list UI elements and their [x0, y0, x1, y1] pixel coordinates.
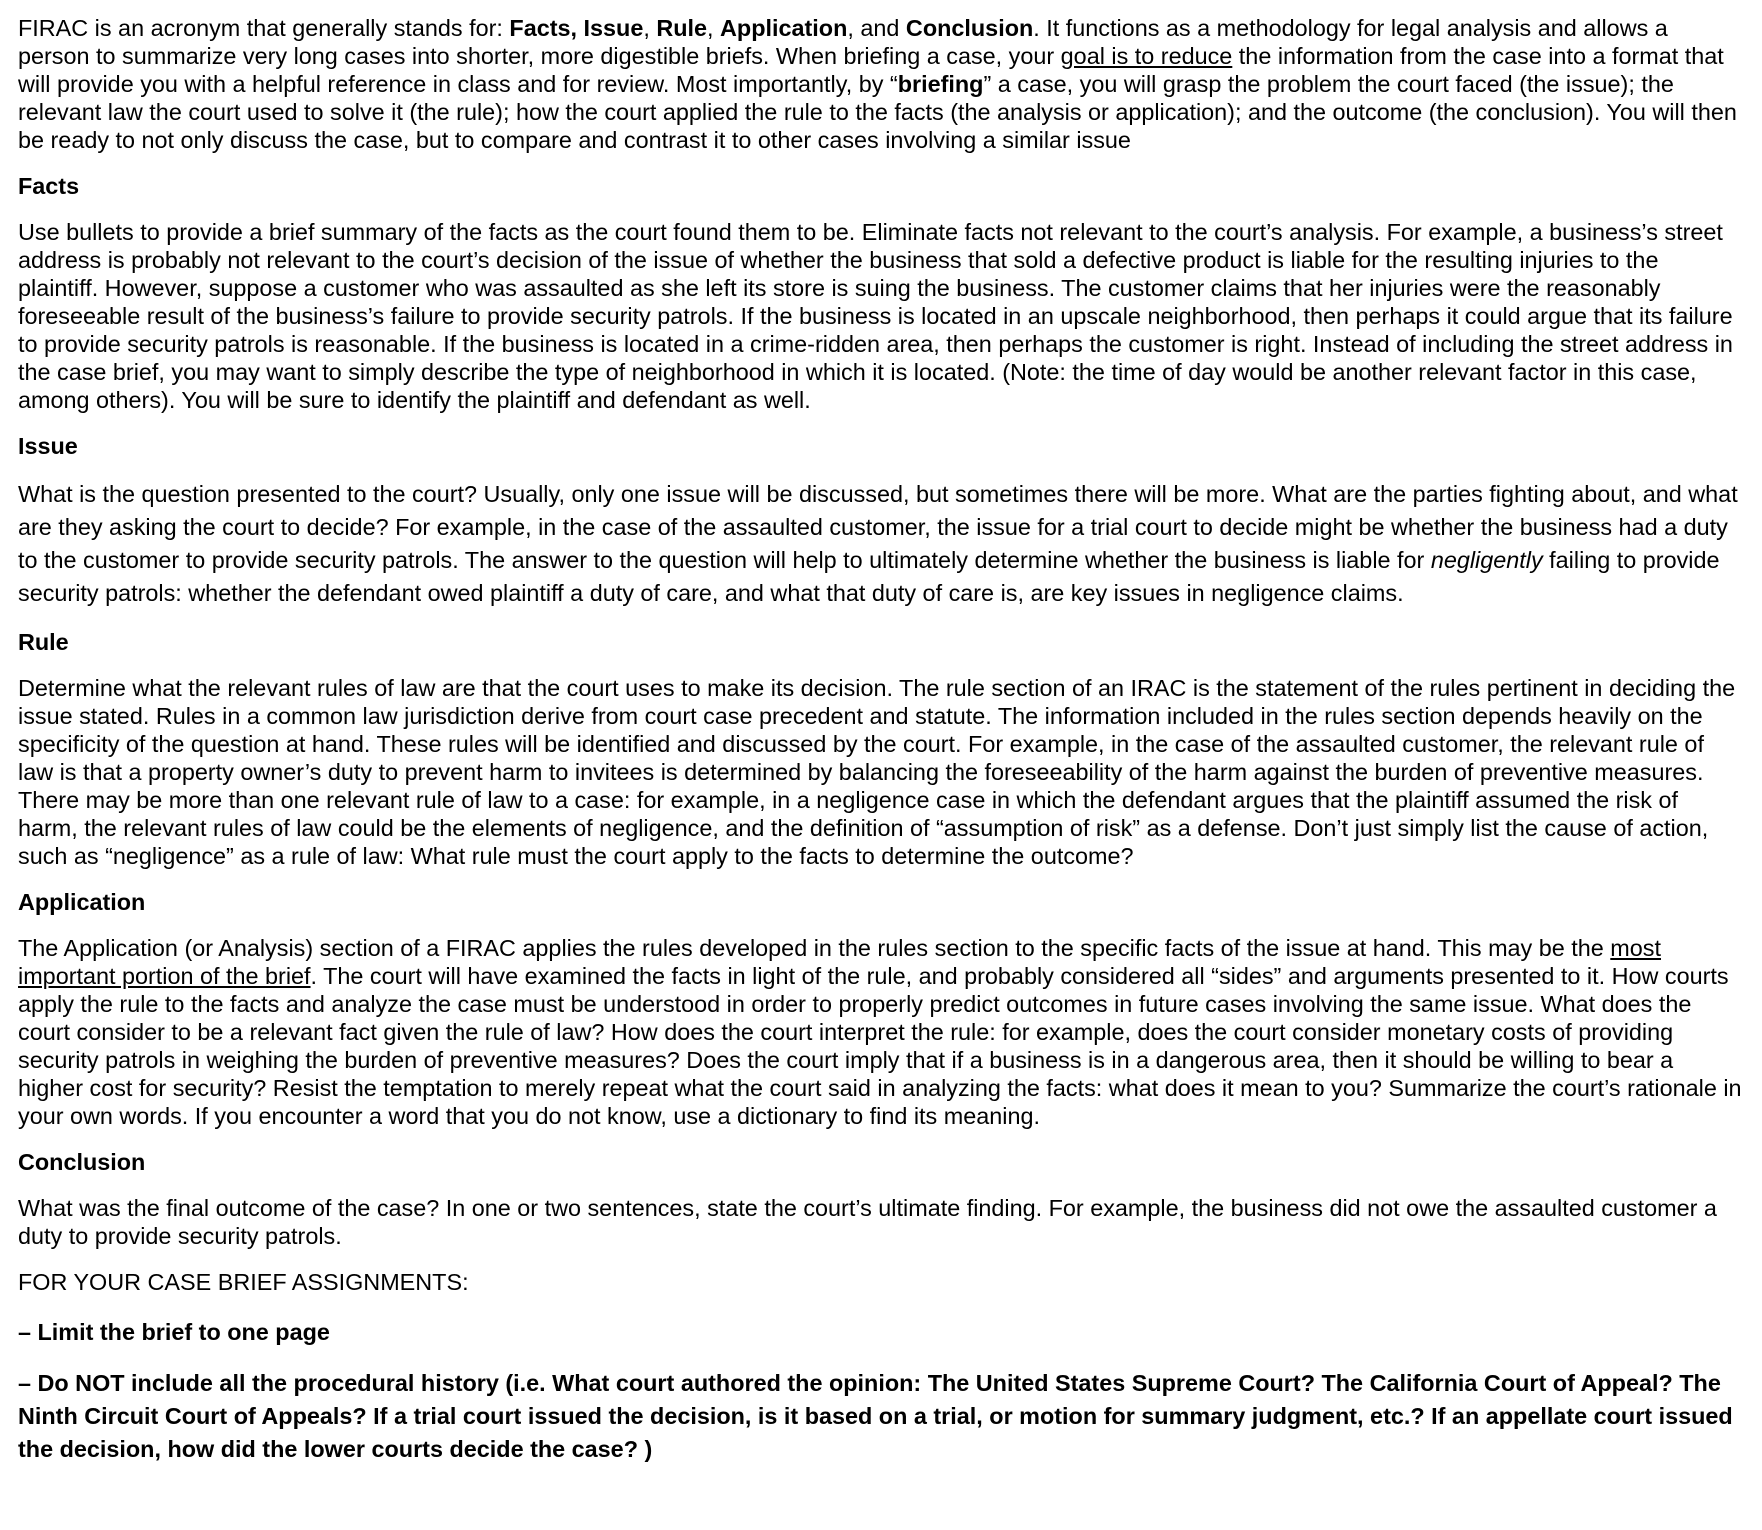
facts-heading: Facts [18, 173, 80, 199]
assignment-item-procedural-history: – Do NOT include all the procedural history (i.e. What court authored the opinion: The United States Supreme Court? The California Court of Appeal? The Ninth Circuit Court of Appeals? If a trial court issued the decision, is it based on a trial, or motion for summary judgment, etc.? If an appellate court issued the decision, how did the lower courts decide the case? ) [18, 1370, 1733, 1462]
assignment-item-limit: – Limit the brief to one page [18, 1319, 330, 1345]
application-underlined-most-important: most important portion of the brief [18, 935, 1661, 989]
issue-heading: Issue [18, 433, 78, 459]
issue-italic-negligently: negligently [1430, 547, 1543, 573]
facts-paragraph: Use bullets to provide a brief summary of the facts as the court found them to be. Eliminate facts not relevant to the court’s analysis. For example, a business’s street address is probably not relevant to the court’s decision of the issue of whether the business that sold a defective product is liable for the resulting injuries to the plaintiff. However, suppose a customer who was assaulted as she left its store is suing the business. The customer claims that her injuries were the reasonably foreseeable result of the business’s failure to provide security patrols. If the business is located in an upscale neighborhood, then perhaps it could argue that its failure to provide security patrols is reasonable. If the business is located in a crime-ridden area, then perhaps the customer is right. Instead of including the street address in the case brief, you may want to simply describe the type of neighborhood in which it is located. (Note: the time of day would be another relevant factor in this case, among others). You will be sure to identify the plaintiff and defendant as well. [18, 219, 1733, 413]
application-paragraph: The Application (or Analysis) section of a FIRAC applies the rules developed in the rules section to the specific facts of the issue at hand. This may be the most important portion of the brief. The court will have examined the facts in light of the rule, and probably considered all “sides” and arguments presented to it. How courts apply the rule to the facts and analyze the case must be understood in order to properly predict outcomes in future cases involving the same issue. What does the court consider to be a relevant fact given the rule of law? How does the court interpret the rule: for example, does the court consider monetary costs of providing security patrols in weighing the burden of preventive measures? Does the court imply that if a business is in a dangerous area, then it should be willing to bear a higher cost for security? Resist the temptation to merely repeat what the court said in analyzing the facts: what does it mean to you? Summarize the court’s rationale in your own words. If you encounter a word that you do not know, use a dictionary to find its meaning. [18, 935, 1742, 1129]
application-heading: Application [18, 889, 146, 915]
intro-bold-rule: Rule [656, 15, 708, 41]
intro-bold-briefing: briefing [897, 71, 984, 97]
intro-underlined-goal: goal is to reduce [1060, 43, 1233, 69]
intro-paragraph: FIRAC is an acronym that generally stands for: Facts, Issue, Rule, Application, and Conclusion. It functions as a methodology for legal analysis and allows a person to summarize very long cases into shorter, more digestible briefs. When briefing a case, your goal is to reduce the information from the case into a format that will provide you with a helpful reference in class and for review. Most importantly, by “briefing” a case, you will grasp the problem the court faced (the issue); the relevant law the court used to solve it (the rule); how the court applied the rule to the facts (the analysis or application); and the outcome (the conclusion). You will then be ready to not only discuss the case, but to compare and contrast it to other cases involving a similar issue [18, 15, 1737, 153]
intro-bold-application: Application [720, 15, 848, 41]
conclusion-paragraph: What was the final outcome of the case? In one or two sentences, state the court’s ultimate finding. For example, the business did not owe the assaulted customer a duty to provide security patrols. [18, 1195, 1717, 1249]
rule-heading: Rule [18, 629, 69, 655]
rule-paragraph: Determine what the relevant rules of law are that the court uses to make its decision. The rule section of an IRAC is the statement of the rules pertinent in deciding the issue stated. Rules in a common law jurisdiction derive from court case precedent and statute. The information included in the rules section depends heavily on the specificity of the question at hand. These rules will be identified and discussed by the court. For example, in the case of the assaulted customer, the relevant rule of law is that a property owner’s duty to prevent harm to invitees is determined by balancing the foreseeability of the harm against the burden of preventive measures. There may be more than one relevant rule of law to a case: for example, in a negligence case in which the defendant argues that the plaintiff assumed the risk of harm, the relevant rules of law could be the elements of negligence, and the definition of “assumption of risk” as a defense. Don’t just simply list the cause of action, such as “negligence” as a rule of law: What rule must the court apply to the facts to determine the outcome? [18, 675, 1736, 869]
issue-paragraph: What is the question presented to the court? Usually, only one issue will be discussed, but sometimes there will be more. What are the parties fighting about, and what are they asking the court to decide? For example, in the case of the assaulted customer, the issue for a trial court to decide might be whether the business had a duty to the customer to provide security patrols. The answer to the question will help to ultimately determine whether the business is liable for negligently failing to provide security patrols: whether the defendant owed plaintiff a duty of care, and what that duty of care is, are key issues in negligence claims. [18, 481, 1738, 606]
assignments-title: FOR YOUR CASE BRIEF ASSIGNMENTS: [18, 1269, 469, 1295]
intro-bold-facts-issue: Facts, Issue [509, 15, 644, 41]
conclusion-heading: Conclusion [18, 1149, 146, 1175]
intro-bold-conclusion: Conclusion [905, 15, 1034, 41]
